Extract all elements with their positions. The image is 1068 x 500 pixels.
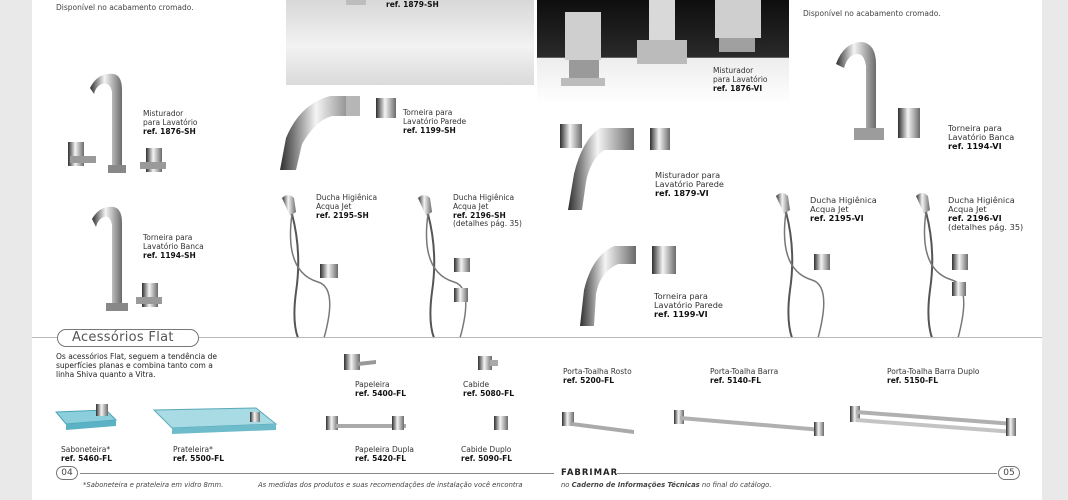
brand-logo: FABRIMAR (561, 468, 619, 478)
porta-barra-name: Porta-Toalha Barra (710, 367, 779, 376)
footer-note-measures: As medidas dos produtos e suas recomendações de instalação você encontra (258, 481, 523, 489)
paper-holder-image (342, 352, 378, 374)
prateleira-ref: ref. 5500-FL (173, 454, 224, 463)
section-title: Acessórios Flat (57, 329, 199, 347)
p1199vi-ref: ref. 1199-VI (654, 309, 708, 319)
page-number-right: 05 (998, 466, 1020, 480)
papeleira-dupla-ref: ref. 5420-FL (355, 454, 406, 463)
availability-note-right: Disponível no acabamento cromado. (803, 9, 941, 18)
p2196sh-line1: Ducha Higiênica (453, 193, 515, 202)
p2196vi-ref: ref. 2196-VI (948, 213, 1002, 223)
p2196vi-extra: (detalhes pág. 35) (948, 222, 1024, 232)
cabide-duplo-ref: ref. 5090-FL (461, 454, 512, 463)
porta-rosto-name: Porta-Toalha Rosto (563, 367, 632, 376)
towel-bar-image (672, 408, 828, 438)
soap-dish-image (54, 402, 118, 432)
hook-image (476, 354, 500, 374)
footer-note-catalog (561, 481, 772, 489)
p1194vi-ref: ref. 1194-VI (948, 141, 1002, 151)
p1876sh-ref: ref. 1876-SH (143, 127, 196, 136)
p1194sh-line1: Torneira para (143, 233, 193, 242)
p2195vi-line1: Ducha Higiênica (810, 195, 877, 205)
p1199sh-line2: Lavatório Parede (403, 117, 467, 126)
cabide-duplo-name: Cabide Duplo (461, 445, 512, 454)
footer-note-catalog-pre: no (561, 481, 570, 489)
section-desc-line2: superfícies planas e combina tanto com a (56, 361, 213, 370)
p2196sh-line2: Acqua Jet (453, 202, 489, 211)
p1876sh-line2: para Lavatório (143, 118, 198, 127)
porta-barra-ref: ref. 5140-FL (710, 376, 761, 385)
double-paper-holder-image (324, 414, 408, 436)
p1199vi-line2: Lavatório Parede (654, 300, 723, 310)
p2196sh-extra: (detalhes pág. 35) (453, 219, 522, 228)
double-hook-image (492, 414, 514, 432)
p1199sh-line1: Torneira para (403, 108, 453, 117)
catalog-spread (32, 0, 1042, 500)
photo2-ref: ref. 1876-VI (713, 84, 763, 93)
cabide-name: Cabide (463, 380, 490, 389)
p1199sh-ref: ref. 1199-SH (403, 126, 456, 135)
product-photo-vi (537, 0, 789, 104)
mixer-1879vi-image (560, 120, 670, 212)
porta-barra-duplo-name: Porta-Toalha Barra Duplo (887, 367, 980, 376)
footer-note-catalog-post: no final do catálogo. (701, 481, 772, 489)
saboneteira-ref: ref. 5460-FL (61, 454, 112, 463)
p1879vi-ref: ref. 1879-VI (655, 188, 709, 198)
page-number-left: 04 (56, 466, 78, 480)
footer-note-catalog-bold: Caderno de Informações Técnicas (571, 481, 700, 489)
papeleira-dupla-name: Papeleira Dupla (355, 445, 414, 454)
papeleira-name: Papeleira (355, 380, 390, 389)
glass-shelf-image (152, 406, 278, 438)
cabide-ref: ref. 5080-FL (463, 389, 514, 398)
photo-ref-label: ref. 1879-SH (386, 0, 439, 9)
p2195vi-line2: Acqua Jet (810, 204, 849, 214)
availability-note-left: Disponível no acabamento cromado. (56, 3, 194, 12)
porta-barra-duplo-ref: ref. 5150-FL (887, 376, 938, 385)
prateleira-name: Prateleira* (173, 445, 213, 454)
p1879vi-line2: Lavatório Parede (655, 179, 724, 189)
saboneteira-name: Saboneteira* (61, 445, 111, 454)
p2195sh-line1: Ducha Higiênica (316, 193, 378, 202)
towel-ring-image (560, 410, 636, 436)
double-towel-bar-image (848, 404, 1020, 438)
p1194vi-line2: Lavatório Banca (948, 132, 1015, 142)
papeleira-ref: ref. 5400-FL (355, 389, 406, 398)
photo2-line1: Misturador (713, 66, 754, 75)
p1876sh-line1: Misturador (143, 109, 184, 118)
p2196vi-line2: Acqua Jet (948, 204, 987, 214)
p2195sh-ref: ref. 2195-SH (316, 211, 369, 220)
p2195vi-ref: ref. 2195-VI (810, 213, 864, 223)
section-desc-line1: Os acessórios Flat, seguem a tendência de (56, 352, 218, 361)
tap-1194vi-image (832, 40, 932, 150)
tap-1194sh-image (82, 205, 172, 317)
p2196sh-ref: ref. 2196-SH (453, 211, 506, 220)
faucet-base-image (346, 0, 366, 6)
footer-note-glass: *Saboneteira e prateleira em vidro 8mm. (83, 481, 224, 489)
p2195sh-line2: Acqua Jet (316, 202, 352, 211)
p1194sh-line2: Lavatório Banca (143, 242, 204, 251)
tap-1199sh-image (276, 94, 396, 174)
section-desc-line3: linha Shiva quanto a Vitra. (56, 370, 156, 379)
product-photo-sh (286, 0, 534, 85)
photo2-line2: para Lavatório (713, 75, 768, 84)
footer-line-left (80, 473, 554, 474)
p1194sh-ref: ref. 1194-SH (143, 251, 196, 260)
p1879vi-line1: Misturador para (655, 170, 721, 180)
p1194vi-line1: Torneira para (948, 123, 1002, 133)
porta-rosto-ref: ref. 5200-FL (563, 376, 614, 385)
footer-line-right (617, 473, 997, 474)
p1199vi-line1: Torneira para (654, 291, 708, 301)
p2196vi-line1: Ducha Higiênica (948, 195, 1015, 205)
